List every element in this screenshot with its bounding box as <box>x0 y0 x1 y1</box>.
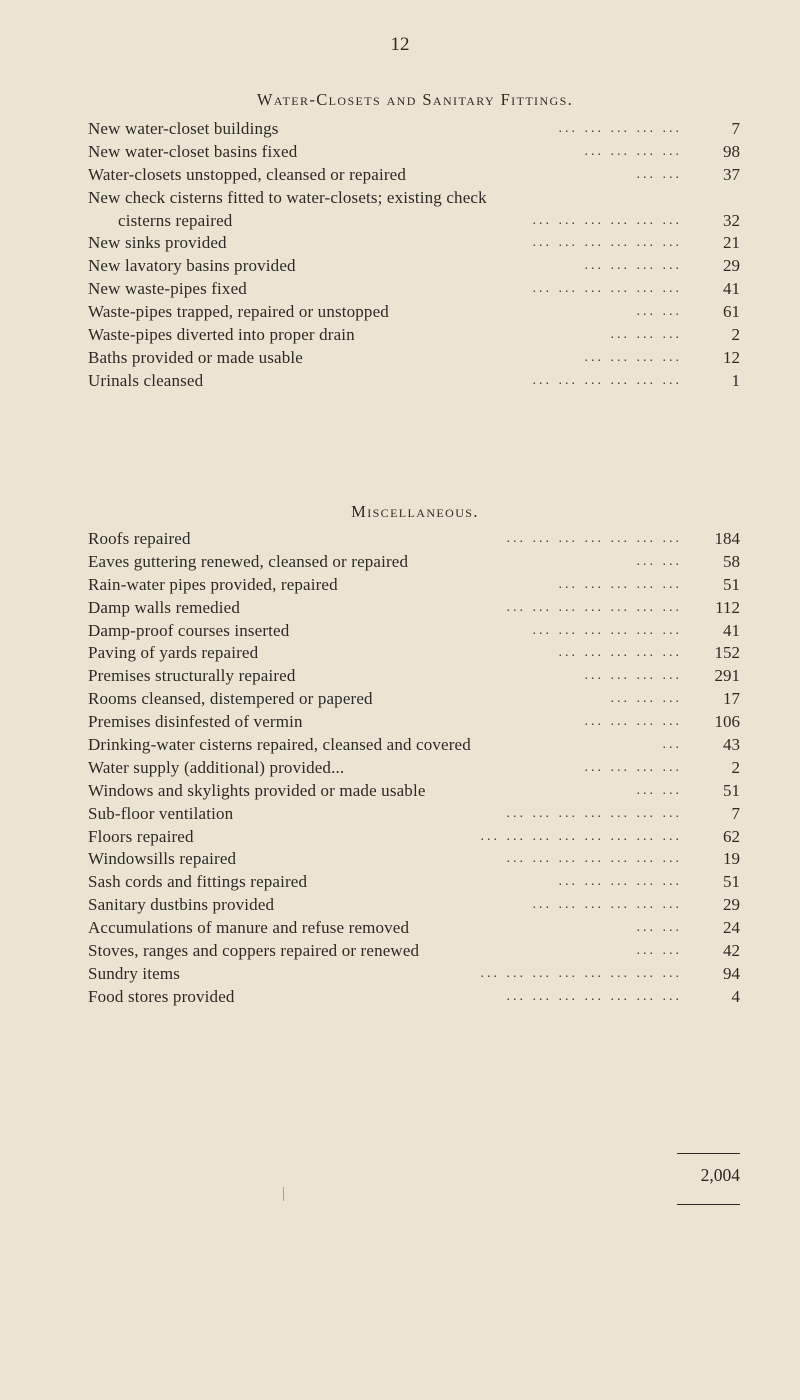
item-label-text: New waste-pipes fixed <box>88 279 247 299</box>
item-label <box>88 894 274 917</box>
leader-dots: ... <box>662 737 682 752</box>
leader-dots: ... ... ... ... ... ... <box>532 212 682 228</box>
item-label <box>88 780 426 803</box>
item-label <box>88 528 191 551</box>
item-count: 152 <box>714 643 740 663</box>
item-count: 51 <box>723 872 740 892</box>
item-label-text: Damp walls remedied <box>88 597 241 617</box>
item-label-continuation: cisterns repaired <box>118 210 233 230</box>
leader-dots: ... ... ... <box>610 327 682 343</box>
list-item <box>88 164 740 187</box>
item-count: 12 <box>723 347 740 367</box>
item-count: 1 <box>731 370 740 390</box>
leader-dots: ... ... <box>636 782 682 798</box>
leader-dots: ... ... ... ... <box>584 714 682 730</box>
list-item <box>88 232 740 255</box>
item-label-text: New water-closet basins fixed <box>88 141 298 161</box>
list-item <box>88 734 740 757</box>
list-item <box>88 278 740 301</box>
leader-dots: ... ... ... ... ... <box>558 645 682 661</box>
item-label <box>88 187 487 233</box>
item-count: 7 <box>731 803 740 823</box>
item-label-text: Sundry items <box>88 963 180 983</box>
item-label <box>88 940 419 963</box>
item-label <box>88 917 409 940</box>
list-item <box>88 118 740 141</box>
item-label-text: New water-closet buildings <box>88 119 279 138</box>
item-label-text: Windowsills repaired <box>88 849 237 869</box>
leader-dots: ... ... <box>636 920 682 936</box>
miscellaneous-list <box>88 528 740 1009</box>
list-item <box>88 141 740 164</box>
item-count: 112 <box>715 597 740 617</box>
leader-dots: ... ... ... ... ... ... ... ... <box>480 965 682 981</box>
item-count: 98 <box>723 141 740 161</box>
item-label-text: Rooms cleansed, distempered or papered <box>88 689 373 709</box>
list-item <box>88 187 740 233</box>
item-label-text: Accumulations of manure and refuse removed <box>88 918 410 938</box>
item-label-text: Water supply (additional) provided... <box>88 757 345 777</box>
item-count: 2 <box>731 757 740 777</box>
item-label <box>88 986 235 1009</box>
list-item <box>88 574 740 597</box>
item-label-text: Roofs repaired <box>88 529 191 548</box>
list-item <box>88 347 740 370</box>
item-count: 106 <box>714 712 740 732</box>
item-label-text: Sanitary dustbins provided <box>88 895 275 915</box>
item-label-text: Food stores provided <box>88 986 235 1006</box>
leader-dots: ... ... ... ... <box>584 143 682 159</box>
leader-dots: ... ... ... ... ... ... <box>532 235 682 251</box>
list-item <box>88 940 740 963</box>
list-item <box>88 528 740 551</box>
list-item <box>88 803 740 826</box>
item-label <box>88 255 296 278</box>
list-item <box>88 711 740 734</box>
item-label <box>88 757 344 780</box>
item-label-text: Water-closets unstopped, cleansed or repaired <box>88 164 406 184</box>
list-item <box>88 963 740 986</box>
leader-dots: ... ... ... ... ... <box>558 874 682 890</box>
leader-dots: ... ... ... ... ... ... <box>532 372 682 388</box>
item-label <box>88 848 236 871</box>
leader-dots: ... ... ... ... ... ... <box>532 281 682 297</box>
item-label <box>88 370 203 393</box>
list-item <box>88 665 740 688</box>
item-label <box>88 347 303 370</box>
leader-dots: ... ... <box>636 166 682 182</box>
list-item <box>88 848 740 871</box>
leader-dots: ... ... ... ... ... ... ... <box>506 988 682 1004</box>
item-label <box>88 871 307 894</box>
item-count: 43 <box>723 735 740 754</box>
leader-dots: ... ... ... ... ... ... ... <box>506 805 682 821</box>
item-label <box>88 551 408 574</box>
item-label-text: Urinals cleansed <box>88 370 204 390</box>
item-count: 21 <box>723 233 740 253</box>
list-item <box>88 255 740 278</box>
item-label-text: Premises disinfested of vermin <box>88 712 303 732</box>
leader-dots: ... ... ... ... ... ... <box>532 897 682 913</box>
leader-dots: ... ... <box>636 943 682 959</box>
item-count: 94 <box>723 963 740 983</box>
item-count: 7 <box>731 118 740 138</box>
item-count: 41 <box>723 279 740 299</box>
item-label <box>88 620 289 643</box>
leader-dots: ... ... <box>636 553 682 569</box>
item-label-text: Sub-floor ventilation <box>88 803 234 823</box>
section-heading-water-closets: Water-Closets and Sanitary Fittings. <box>256 90 574 109</box>
item-label <box>88 734 471 757</box>
leader-dots: ... ... ... ... ... ... <box>532 622 682 638</box>
item-label-text: Rain-water pipes provided, repaired <box>88 574 338 594</box>
item-count: 51 <box>723 574 740 594</box>
item-count: 24 <box>723 918 740 938</box>
list-item <box>88 757 740 780</box>
item-count: 41 <box>723 620 740 640</box>
list-item <box>88 871 740 894</box>
item-label <box>88 711 303 734</box>
item-label <box>88 574 338 597</box>
leader-dots: ... ... ... ... ... <box>558 576 682 592</box>
item-count: 29 <box>723 256 740 276</box>
item-count: 61 <box>723 302 740 322</box>
total-rule-top <box>677 1153 740 1154</box>
item-label-text: Premises structurally repaired <box>88 666 296 686</box>
item-label <box>88 642 258 665</box>
water-closets-list <box>88 118 740 393</box>
item-label <box>88 826 194 849</box>
item-label <box>88 963 180 986</box>
paper-mark <box>283 1187 284 1201</box>
item-label-text: Drinking-water cisterns repaired, cleansed and covered <box>88 735 471 755</box>
item-count: 291 <box>714 666 740 686</box>
grand-total: 2,004 <box>700 1165 740 1185</box>
item-label <box>88 688 373 711</box>
leader-dots: ... ... ... ... ... ... ... <box>506 530 682 546</box>
item-count: 51 <box>723 780 740 800</box>
item-label-text: Windows and skylights provided or made usable <box>88 780 426 800</box>
leader-dots: ... ... ... ... <box>584 759 682 775</box>
list-item <box>88 597 740 620</box>
list-item <box>88 688 740 711</box>
item-label-text: Baths provided or made usable <box>88 347 303 367</box>
list-item <box>88 917 740 940</box>
item-count: 184 <box>714 528 740 548</box>
item-label <box>88 597 240 620</box>
leader-dots: ... ... ... ... ... ... ... <box>506 599 682 615</box>
item-label <box>88 324 355 347</box>
item-count: 62 <box>723 826 740 846</box>
item-label-text: Eaves guttering renewed, cleansed or repaired <box>88 551 409 571</box>
leader-dots: ... ... <box>636 304 682 320</box>
item-label-text: Damp-proof courses inserted <box>88 620 290 640</box>
list-item <box>88 370 740 393</box>
item-count: 29 <box>723 895 740 915</box>
item-label-text: Paving of yards repaired <box>88 643 259 663</box>
list-item <box>88 894 740 917</box>
list-item <box>88 301 740 324</box>
list-item <box>88 780 740 803</box>
item-label <box>88 164 406 187</box>
item-label <box>88 278 247 301</box>
leader-dots: ... ... ... ... ... <box>558 120 682 136</box>
leader-dots: ... ... ... ... <box>584 258 682 274</box>
item-label <box>88 301 389 324</box>
list-item <box>88 551 740 574</box>
item-count: 58 <box>723 551 740 571</box>
list-item <box>88 642 740 665</box>
leader-dots: ... ... ... ... ... ... ... <box>506 851 682 867</box>
item-count: 2 <box>731 325 740 345</box>
item-count: 4 <box>731 986 740 1006</box>
item-label <box>88 141 297 164</box>
item-count: 37 <box>723 164 740 184</box>
item-label-text: Sash cords and fittings repaired <box>88 872 308 892</box>
item-label <box>88 232 227 255</box>
item-label-text: Stoves, ranges and coppers repaired or renewed <box>88 941 420 961</box>
page-number: 12 <box>390 34 410 55</box>
item-label <box>88 803 233 826</box>
item-label-text: New lavatory basins provided <box>88 256 296 276</box>
list-item <box>88 986 740 1009</box>
list-item <box>88 826 740 849</box>
item-label <box>88 118 279 141</box>
leader-dots: ... ... ... ... <box>584 349 682 365</box>
item-count: 32 <box>723 210 740 230</box>
item-label-text: Floors repaired <box>88 826 194 846</box>
item-count: 42 <box>723 941 740 961</box>
item-count: 19 <box>723 849 740 869</box>
leader-dots: ... ... ... <box>610 691 682 707</box>
item-label <box>88 665 296 688</box>
item-count: 17 <box>723 689 740 709</box>
list-item <box>88 324 740 347</box>
item-label-text: Waste-pipes diverted into proper drain <box>88 325 355 345</box>
item-label-text: New check cisterns fitted to water-closets; existing check <box>88 187 487 207</box>
item-label-text: Waste-pipes trapped, repaired or unstopped <box>88 302 389 322</box>
section-heading-miscellaneous: Miscellaneous. <box>351 502 479 521</box>
total-rule-bottom <box>677 1204 740 1205</box>
leader-dots: ... ... ... ... <box>584 668 682 684</box>
list-item <box>88 620 740 643</box>
item-label-text: New sinks provided <box>88 233 227 253</box>
leader-dots: ... ... ... ... ... ... ... ... <box>480 828 682 844</box>
